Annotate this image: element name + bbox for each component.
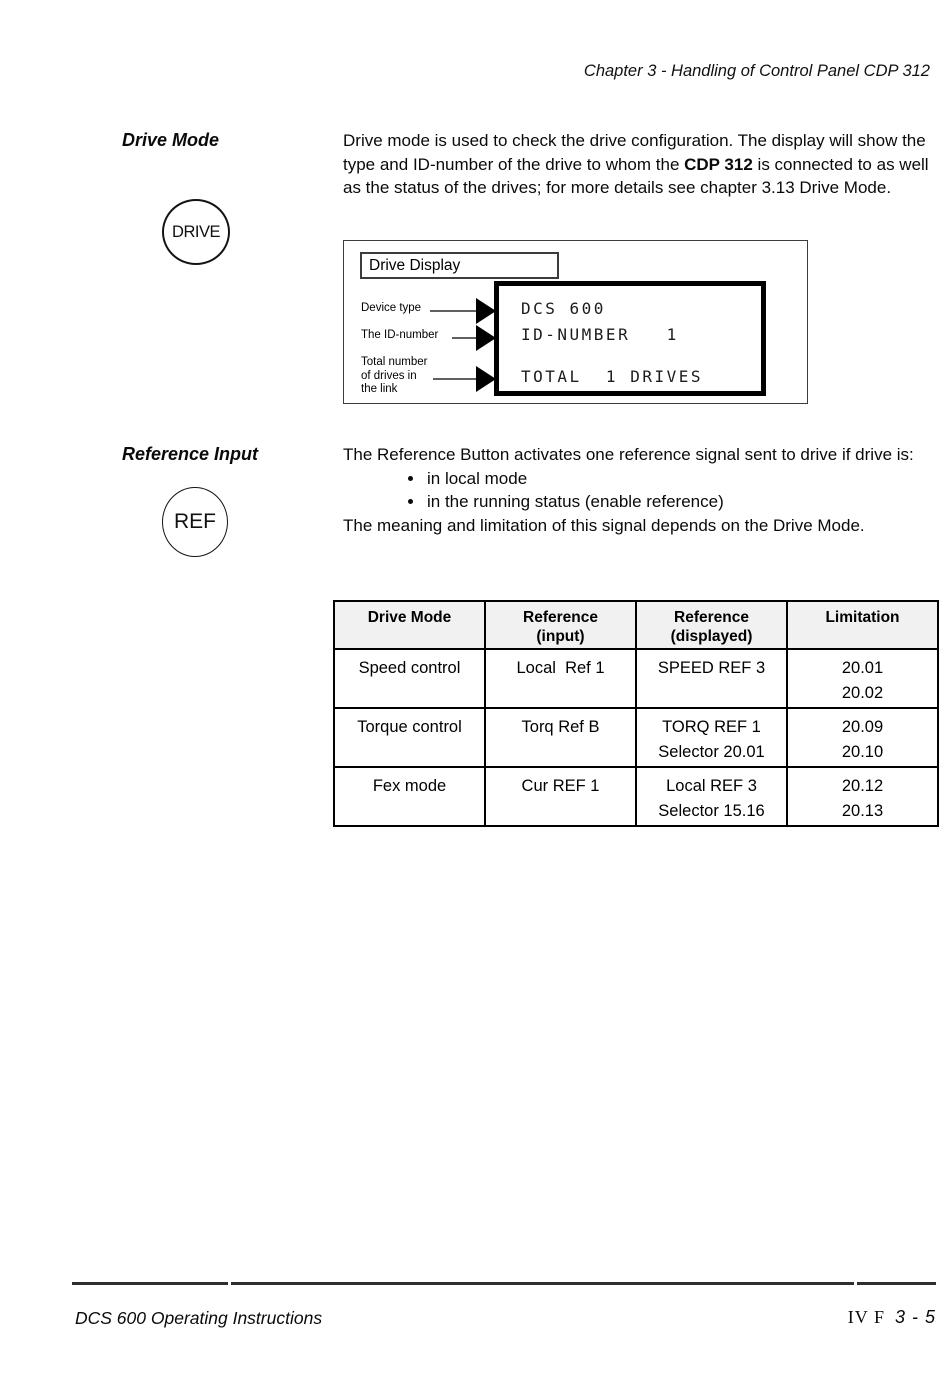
col-header-drive-mode: Drive Mode — [334, 601, 485, 649]
reference-intro: The Reference Button activates one reference signal sent to drive if drive is: — [343, 445, 914, 464]
footer-page-number — [848, 1307, 936, 1328]
table-row — [334, 767, 938, 826]
bullet-item: • in local mode — [425, 467, 937, 491]
reference-bullet-list — [343, 467, 937, 514]
arrow-right-icon — [476, 366, 496, 392]
drive-display-diagram — [343, 240, 808, 404]
cell-reference-input: Torq Ref B — [485, 708, 636, 767]
col-header-reference-displayed: Reference (displayed) — [636, 601, 787, 649]
reference-table — [333, 600, 939, 827]
cell-drive-mode: Speed control — [334, 649, 485, 708]
annotation-id-number: The ID-number — [361, 329, 439, 341]
annotation-device-type: Device type — [361, 302, 422, 314]
table-header-row — [334, 601, 938, 649]
ref-button-label: REF — [174, 510, 216, 533]
lcd-line-id-number: ID-NUMBER 1 — [521, 325, 679, 344]
drive-mode-paragraph — [343, 129, 937, 200]
chapter-header: Chapter 3 - Handling of Control Panel CDP 312 — [583, 62, 930, 80]
reference-input-heading: Reference Input — [122, 444, 259, 464]
cell-drive-mode: Fex mode — [334, 767, 485, 826]
table-row — [334, 708, 938, 767]
lcd-line-device-type: DCS 600 — [521, 299, 606, 318]
lcd-display — [494, 281, 766, 396]
cell-reference-input: Cur REF 1 — [485, 767, 636, 826]
arrow-line — [433, 378, 476, 380]
footer-document-title: DCS 600 Operating Instructions — [75, 1308, 323, 1328]
drive-button-icon — [162, 199, 230, 265]
drive-display-caption: Drive Display — [360, 252, 559, 279]
cell-reference-displayed: TORQ REF 1 Selector 20.01 — [636, 708, 787, 767]
table-row — [334, 649, 938, 708]
footer-page-ref: 3 - 5 — [894, 1307, 936, 1327]
drive-mode-heading: Drive Mode — [122, 130, 220, 150]
cell-limitation: 20.12 20.13 — [787, 767, 938, 826]
col-header-reference-input: Reference (input) — [485, 601, 636, 649]
cell-reference-displayed: Local REF 3 Selector 15.16 — [636, 767, 787, 826]
cell-limitation: 20.09 20.10 — [787, 708, 938, 767]
arrow-right-icon — [476, 298, 496, 324]
footer-rule — [72, 1282, 936, 1285]
ref-button-icon — [162, 487, 228, 557]
cell-limitation: 20.01 20.02 — [787, 649, 938, 708]
annotation-total-drives: Total number of drives in the link — [361, 356, 428, 395]
reference-input-paragraph — [343, 443, 937, 537]
lcd-line-total-drives: TOTAL 1 DRIVES — [521, 367, 703, 386]
footer-section-code: IV F — [847, 1307, 885, 1327]
col-header-limitation: Limitation — [787, 601, 938, 649]
arrow-line — [430, 310, 476, 312]
cdp312-bold: CDP 312 — [684, 154, 753, 174]
reference-outro: The meaning and limitation of this signal depends on the Drive Mode. — [343, 515, 865, 535]
arrow-right-icon — [476, 325, 496, 351]
bullet-item: • in the running status (enable reference) — [425, 490, 937, 514]
paragraph-text: is connected to as well as the status of the drives; for more details see chapter 3.13 Drive Mode. — [343, 154, 929, 197]
cell-reference-input: Local Ref 1 — [485, 649, 636, 708]
arrow-line — [452, 337, 476, 339]
cell-drive-mode: Torque control — [334, 708, 485, 767]
cell-reference-displayed: SPEED REF 3 — [636, 649, 787, 708]
paragraph-text: Drive mode is used to check the drive configuration. The display will show the type and ID-number of the drive to whom the — [343, 131, 926, 174]
drive-button-label: DRIVE — [172, 222, 220, 241]
